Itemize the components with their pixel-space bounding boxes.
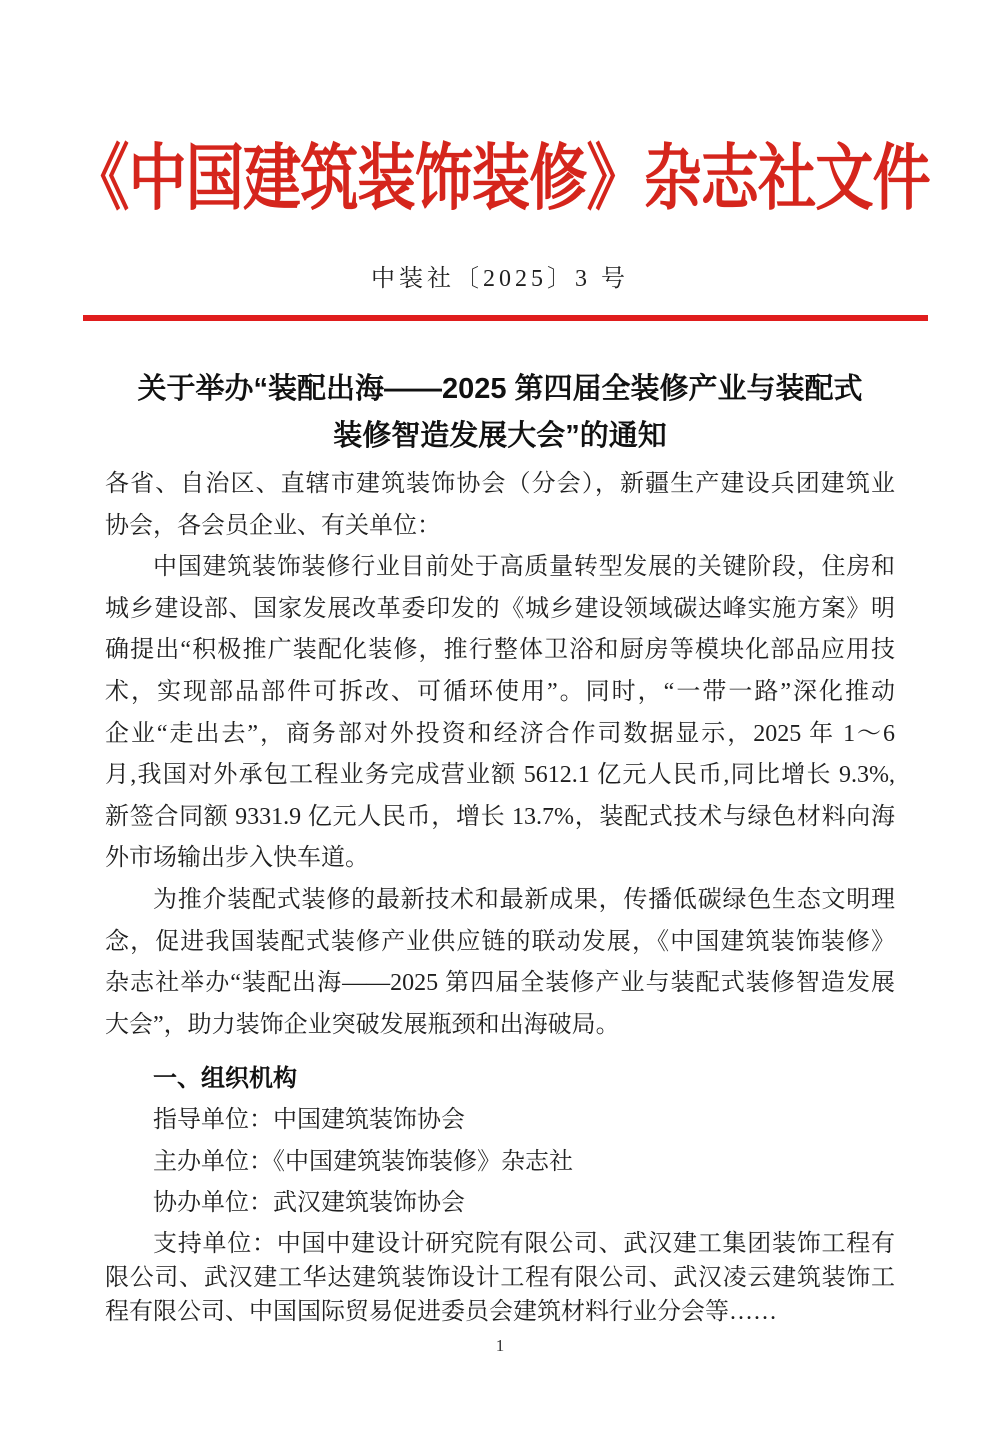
body-line: 城乡建设部、国家发展改革委印发的《城乡建设领域碳达峰实施方案》明 bbox=[105, 595, 895, 622]
body-line: 支持单位：中国中建设计研究院有限公司、武汉建工集团装饰工程有 bbox=[153, 1230, 895, 1257]
section-heading-organization: 一、组织机构 bbox=[153, 1065, 297, 1093]
org-item-guiding-unit: 指导单位：中国建筑装饰协会 bbox=[153, 1106, 465, 1133]
letterhead-title: 《中国建筑装饰装修》杂志社文件 bbox=[70, 139, 930, 219]
body-line: 新签合同额 9331.9 亿元人民币，增长 13.7%，装配式技术与绿色材料向海 bbox=[105, 803, 895, 830]
body-line: 月,我国对外承包工程业务完成营业额 5612.1 亿元人民币,同比增长 9.3%, bbox=[105, 762, 895, 789]
body-line: 术，实现部品部件可拆改、可循环使用”。同时，“一带一路”深化推动 bbox=[105, 678, 895, 705]
org-item-host-unit: 主办单位：《中国建筑装饰装修》杂志社 bbox=[153, 1148, 573, 1175]
paragraph-industry-status bbox=[105, 547, 895, 880]
paragraph-event-purpose bbox=[105, 880, 895, 1046]
body-line: 程有限公司、中国国际贸易促进委员会建筑材料行业分会等…… bbox=[105, 1298, 777, 1325]
body-line: 大会”，助力装饰企业突破发展瓶颈和出海破局。 bbox=[105, 1011, 620, 1038]
document-body bbox=[105, 464, 895, 1329]
body-line: 企业“走出去”，商务部对外投资和经济合作司数据显示，2025 年 1～6 bbox=[105, 720, 895, 747]
body-line: 念，促进我国装配式装修产业供应链的联动发展，《中国建筑装饰装修》 bbox=[105, 928, 895, 955]
paragraph-support-units bbox=[105, 1227, 895, 1329]
notice-title bbox=[0, 366, 1000, 460]
notice-title-line-1: 关于举办“装配出海——2025 第四届全装修产业与装配式 bbox=[137, 373, 863, 405]
org-item-co-organizer: 协办单位：武汉建筑装饰协会 bbox=[153, 1190, 465, 1217]
body-line: 为推介装配式装修的最新技术和最新成果，传播低碳绿色生态文明理 bbox=[153, 886, 895, 913]
letterhead bbox=[0, 108, 1000, 238]
body-line: 确提出“积极推广装配化装修，推行整体卫浴和厨房等模块化部品应用技 bbox=[105, 637, 895, 664]
salutation-line: 协会，各会员企业、有关单位： bbox=[105, 512, 441, 539]
body-line: 限公司、武汉建工华达建筑装饰设计工程有限公司、武汉凌云建筑装饰工 bbox=[105, 1264, 895, 1291]
body-line: 外市场输出步入快车道。 bbox=[105, 845, 369, 872]
salutation-line: 各省、自治区、直辖市建筑装饰协会（分会），新疆生产建设兵团建筑业 bbox=[105, 471, 895, 497]
doc-number: 中装社〔2025〕3 号 bbox=[371, 266, 629, 292]
body-line: 中国建筑装饰装修行业目前处于高质量转型发展的关键阶段，住房和 bbox=[153, 554, 895, 581]
red-divider-rule bbox=[83, 315, 928, 321]
salutation bbox=[105, 464, 895, 547]
notice-title-line-2: 装修智造发展大会”的通知 bbox=[333, 420, 667, 452]
page-number: 1 bbox=[495, 1336, 505, 1355]
body-line: 杂志社举办“装配出海——2025 第四届全装修产业与装配式装修智造发展 bbox=[105, 970, 895, 997]
organization-list bbox=[105, 1100, 895, 1225]
